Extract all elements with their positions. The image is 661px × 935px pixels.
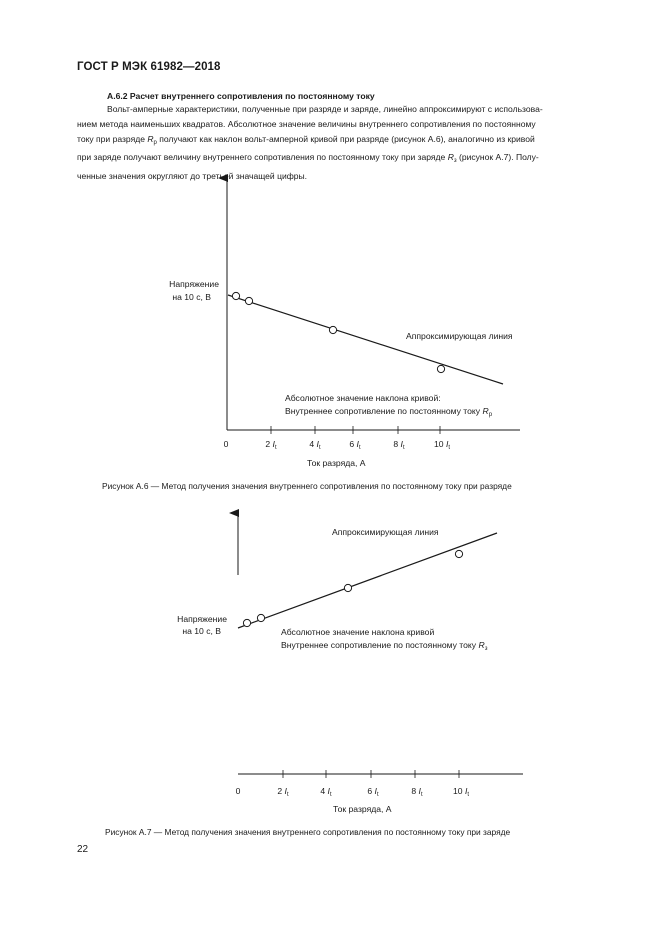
slope-label-line2: Внутреннее сопротивление по постоянному току $R_р$ [285, 406, 493, 418]
approximating-line-label: Аппроксимирующая линия [332, 527, 439, 537]
figure-a7 [177, 513, 523, 814]
x-tick-label: 4 $I_t$ [309, 439, 321, 451]
x-axis-label: Ток разряда, А [333, 804, 392, 814]
var-r: R [147, 133, 154, 144]
approximating-line-label: Аппроксимирующая линия [406, 331, 513, 341]
figure-a6-caption: Рисунок А.6 — Метод получения значения внутреннего сопротивления по постоянному току при разряде [102, 481, 512, 491]
x-tick-label: 10 $I_t$ [452, 786, 470, 798]
x-tick-label: 8 $I_t$ [393, 439, 405, 451]
x-tick-label: 2 $I_t$ [265, 439, 277, 451]
x-tick-label: 0 [235, 786, 241, 796]
data-point [455, 550, 462, 557]
data-point [344, 584, 351, 591]
x-tick-label: 0 [223, 439, 229, 449]
document-header: ГОСТ Р МЭК 61982—2018 [77, 61, 221, 73]
slope-label-line1: Абсолютное значение наклона кривой: [285, 393, 441, 403]
paragraph-line: при заряде получают величину внутреннего сопротивления по постоянному току при заряде $R_з$ (рисунок А.7). Полу- [77, 152, 539, 165]
x-tick-label: 2 $I_t$ [277, 786, 289, 798]
approximating-line [238, 533, 497, 628]
paragraph-line: ченные значения округляют до третьей значащей цифры. [77, 171, 308, 182]
paragraph-line: нием метода наименьших квадратов. Абсолютное значение величины внутреннего сопротивления по постоянному [77, 118, 536, 129]
paragraph-line: току при разряде $R_р$ получают как наклон вольт-амперной кривой при разряде (рисунок А.6), аналогично из кривой [77, 133, 535, 146]
data-point [232, 292, 239, 299]
data-points [243, 550, 462, 626]
figure-a6 [169, 178, 520, 468]
page-number: 22 [77, 844, 89, 855]
data-point [329, 326, 336, 333]
paragraph-line: Вольт-амперные характеристики, полученные при разряде и заряде, линейно аппроксимируют с использова- [107, 104, 543, 114]
y-axis-label-line1: Напряжение [169, 279, 219, 289]
data-point [257, 614, 264, 621]
data-point [437, 365, 444, 372]
slope-label-line1: Абсолютное значение наклона кривой [281, 627, 435, 637]
y-axis-label-line1: Напряжение [177, 614, 227, 624]
section-title: А.6.2 Расчет внутреннего сопротивления по постоянному току [107, 91, 375, 101]
x-tick-label: 6 $I_t$ [367, 786, 379, 798]
y-axis-label-line2: на 10 с, В [182, 626, 221, 636]
x-tick-label: 4 $I_t$ [320, 786, 332, 798]
subscript: р [153, 139, 157, 146]
x-tick-label: 8 $I_t$ [411, 786, 423, 798]
x-axis-label: Ток разряда, А [307, 458, 366, 468]
var-r: R [447, 152, 454, 163]
data-point [245, 297, 252, 304]
subscript: з [453, 158, 457, 165]
data-point [243, 619, 250, 626]
x-tick-label: 10 $I_t$ [433, 439, 451, 451]
x-tick-label: 6 $I_t$ [349, 439, 361, 451]
figure-a7-caption: Рисунок А.7 — Метод получения значения внутреннего сопротивления по постоянному току при заряде [105, 827, 511, 837]
y-axis-label-line2: на 10 с, В [172, 292, 211, 302]
slope-label-line2: Внутреннее сопротивление по постоянному току $R_з$ [281, 640, 488, 652]
